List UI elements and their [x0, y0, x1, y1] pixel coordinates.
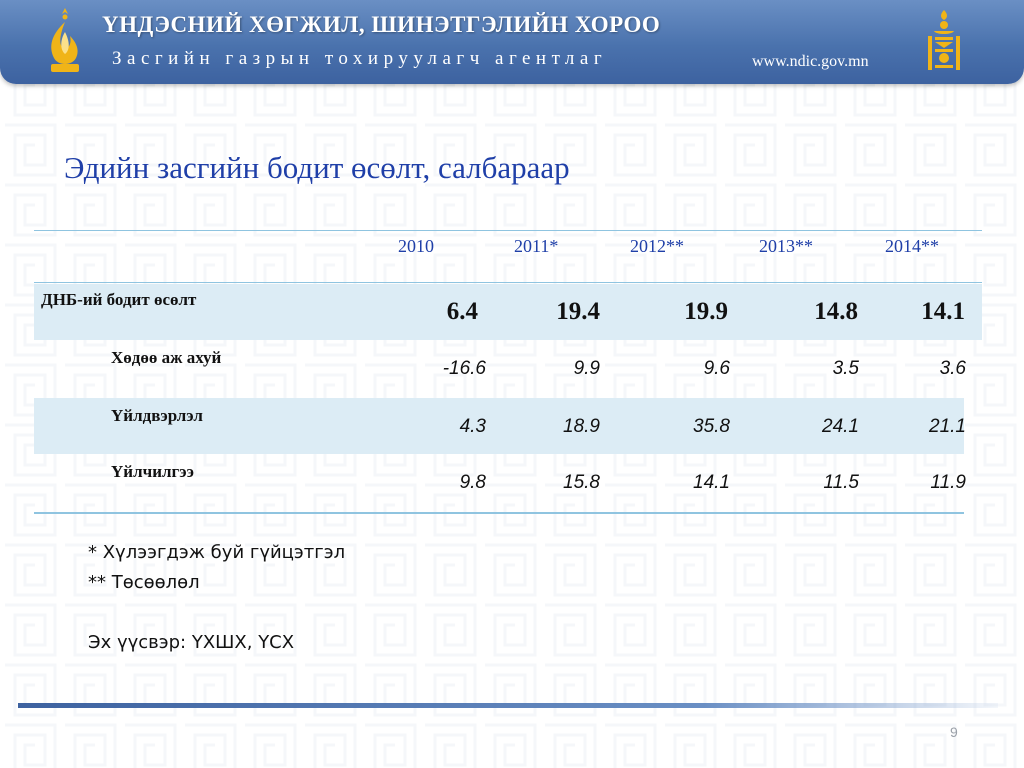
- table-row: [34, 340, 982, 398]
- column-header: 2014**: [885, 236, 939, 256]
- table-bottom-rule: [34, 512, 964, 514]
- table-cell: 11.5: [823, 472, 859, 493]
- page-number: 9: [950, 724, 958, 740]
- row-label: ДНБ-ий бодит өсөлт: [41, 290, 197, 309]
- source-note: Эх үүсвэр: ҮХШХ, ҮСХ: [88, 632, 295, 653]
- column-header: 2010: [398, 236, 434, 256]
- footnote-forecast: ** Төсөөлөл: [88, 572, 200, 593]
- website-link[interactable]: www.ndic.gov.mn: [752, 53, 869, 70]
- table-cell: 9.8: [459, 472, 486, 493]
- org-subtitle: Засгийн газрын тохируулагч агентлаг: [112, 48, 608, 69]
- row-label: Хөдөө аж ахуй: [111, 348, 222, 367]
- table-cell: 6.4: [446, 298, 478, 325]
- table-row: [34, 284, 982, 340]
- table-cell: 19.9: [684, 298, 728, 325]
- flame-emblem-icon: [42, 6, 88, 76]
- footnotes: [88, 538, 345, 658]
- row-label: Үйлчилгээ: [111, 462, 194, 481]
- footnote-preliminary: * Хүлээгдэж буй гүйцэтгэл: [88, 542, 346, 563]
- org-title: ҮНДЭСНИЙ ХӨГЖИЛ, ШИНЭТГЭЛИЙН ХОРОО: [102, 12, 661, 37]
- header-banner: [0, 0, 1024, 84]
- table-cell: 18.9: [563, 416, 600, 437]
- table-top-rule: [34, 230, 982, 231]
- table-cell: 3.5: [832, 358, 859, 379]
- table-cell: 21.1: [929, 416, 966, 437]
- table-cell: 14.8: [814, 298, 858, 325]
- soyombo-emblem-icon: [924, 8, 964, 74]
- table-row: [34, 398, 964, 454]
- table-cell: 15.8: [563, 472, 600, 493]
- table-cell: 14.1: [693, 472, 730, 493]
- slide-title: Эдийн засгийн бодит өсөлт, салбараар: [64, 150, 570, 185]
- footer-divider: [18, 703, 998, 708]
- table-cell: 24.1: [822, 416, 859, 437]
- table-cell: 14.1: [921, 298, 965, 325]
- table-cell: 9.6: [703, 358, 730, 379]
- table-cell: -16.6: [442, 358, 486, 379]
- table-header-rule: [34, 282, 982, 283]
- column-header: 2011*: [514, 236, 559, 256]
- table-cell: 35.8: [693, 416, 730, 437]
- table-row: [34, 454, 964, 512]
- table-cell: 9.9: [573, 358, 600, 379]
- table-cell: 4.3: [459, 416, 486, 437]
- table-cell: 19.4: [556, 298, 600, 325]
- table-cell: 11.9: [930, 472, 966, 493]
- table-cell: 3.6: [939, 358, 966, 379]
- column-header: 2012**: [630, 236, 684, 256]
- column-header: 2013**: [759, 236, 813, 256]
- row-label: Үйлдвэрлэл: [111, 406, 203, 425]
